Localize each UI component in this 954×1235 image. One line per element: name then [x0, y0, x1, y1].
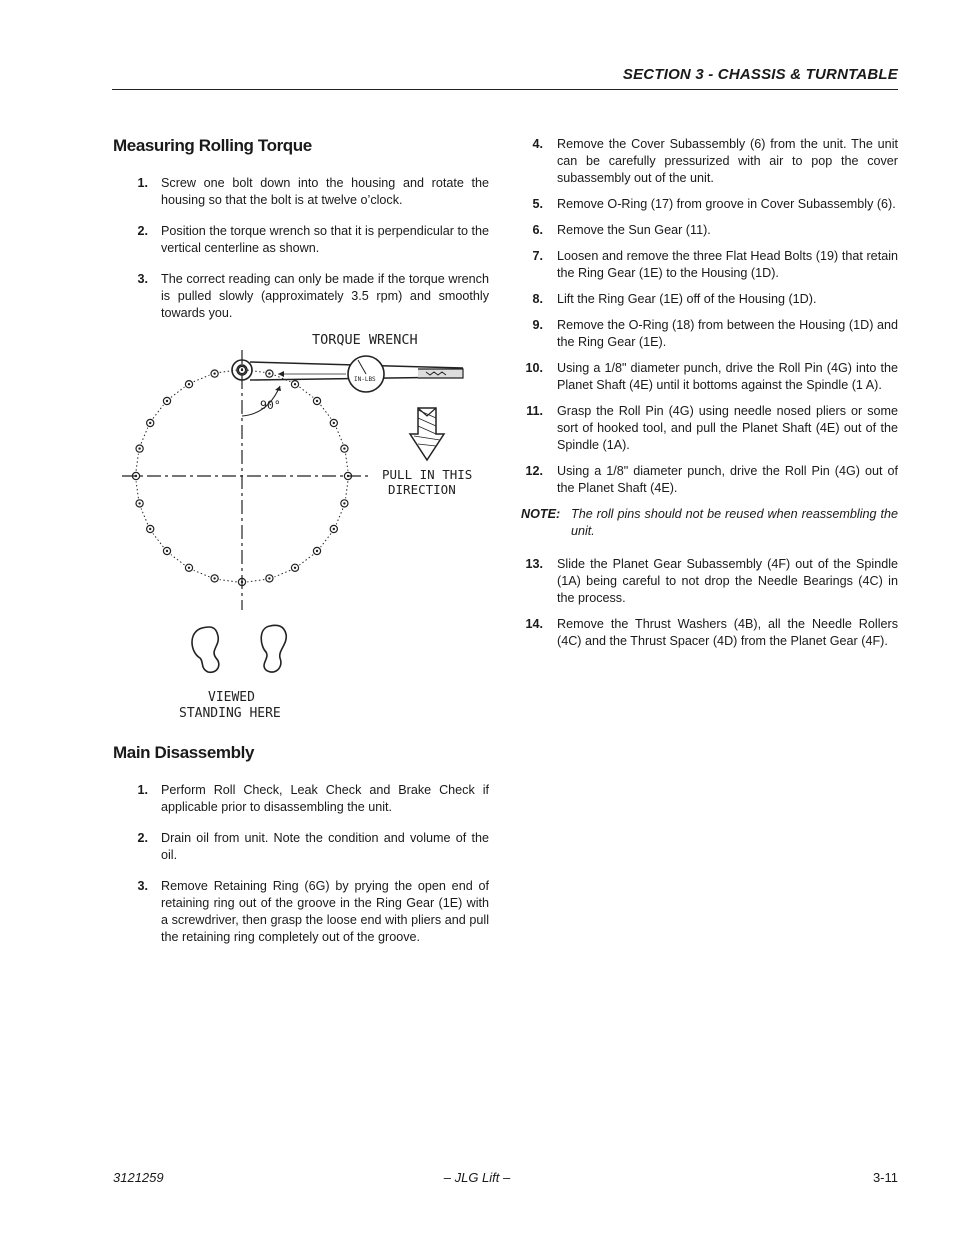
list-item: [113, 223, 489, 257]
step-text: Remove the Sun Gear (11).: [557, 223, 711, 237]
bolt-hole-center: [188, 567, 190, 569]
bolt-circle-segment: [136, 454, 138, 471]
doc-number: 3121259: [113, 1170, 164, 1185]
footprints-icon: [192, 625, 286, 672]
step-text: Loosen and remove the three Flat Head Bolts (19) that retain the Ring Gear (1E) to the Housing (1D).: [557, 249, 898, 280]
step-text: Screw one bolt down into the housing and rotate the housing so that the bolt is at twelve o’clock.: [161, 176, 489, 207]
page-number: 3-11: [872, 1170, 898, 1185]
bolt-circle-segment: [220, 370, 237, 372]
step-text: Grasp the Roll Pin (4G) using needle nosed pliers or some sort of hooked tool, and pull the Planet Shaft (4E) out of the Spindle (1A).: [557, 404, 898, 452]
step-text: Lift the Ring Gear (1E) off of the Housing (1D).: [557, 292, 817, 306]
bolt-hole-center: [333, 422, 335, 424]
step-text: Remove Retaining Ring (6G) by prying the open end of retaining ring out of the groove in the Ring Gear (1E) with a screwdriver, then grasp the loose end with pliers and pull the retaining ring completely out of the groove.: [161, 879, 489, 944]
list-item: [521, 291, 898, 308]
bolt-hole-center: [149, 422, 151, 424]
step-number: 8.: [532, 292, 543, 306]
torque-wrench-label: TORQUE WRENCH: [312, 332, 418, 348]
step-text: Remove the Thrust Washers (4B), all the Needle Rollers (4C) and the Thrust Spacer (4D) from the Planet Gear (4F).: [557, 617, 898, 648]
step-text: Remove the Cover Subassembly (6) from the unit. The unit can be carefully pressurized with air to pop the cover subassembly out of the unit.: [557, 137, 898, 185]
step-number: 1.: [137, 783, 148, 797]
bolt-circle-segment: [346, 454, 348, 471]
bolt-hole-center: [333, 528, 335, 530]
heading-measuring-rolling-torque: Measuring Rolling Torque: [113, 136, 312, 155]
bolt-hole-center: [149, 528, 151, 530]
bolt-hole-center: [268, 577, 270, 579]
step-number: 4.: [532, 137, 543, 151]
list-item: [113, 830, 489, 864]
bolt-circle-segment: [153, 405, 163, 419]
bolt-circle-segment: [321, 405, 331, 419]
bolt-circle-segment: [171, 555, 185, 565]
step-number: 5.: [532, 197, 543, 211]
step-text: Perform Roll Check, Leak Check and Brake Check if applicable prior to disassembling the unit.: [161, 783, 489, 814]
main-disassembly-section: [113, 743, 489, 960]
list-item: [521, 196, 898, 213]
list-item: [113, 271, 489, 322]
bolt-hole-center: [213, 577, 215, 579]
footer-brand: – JLG Lift –: [443, 1170, 511, 1185]
bolt-circle-segment: [300, 387, 314, 397]
rolling-torque-steps: [113, 175, 489, 322]
bolt-circle-segment: [336, 428, 343, 444]
step-text: Drain oil from unit. Note the condition and volume of the oil.: [161, 831, 489, 862]
step-number: 7.: [532, 249, 543, 263]
pull-direction-arrow-icon: [410, 408, 444, 460]
step-number: 3.: [137, 272, 148, 286]
step-number: 10.: [525, 361, 543, 375]
step-text: Remove O-Ring (17) from groove in Cover Subassembly (6).: [557, 197, 896, 211]
pull-direction-label-line2: DIRECTION: [388, 482, 456, 497]
bolt-circle-segment: [275, 570, 291, 577]
list-item: [113, 878, 489, 946]
list-item: [521, 463, 898, 497]
step-number: 1.: [137, 176, 148, 190]
disassembly-steps-continued: [521, 136, 898, 497]
list-item: [113, 175, 489, 209]
list-item: [521, 403, 898, 454]
bolt-circle-segment: [153, 534, 163, 548]
note-label: NOTE:: [521, 507, 561, 521]
torque-wrench-figure: [118, 328, 480, 724]
list-item: [521, 556, 898, 607]
bolt-hole-center: [294, 383, 296, 385]
bolt-hole-center: [316, 400, 318, 402]
bolt-hole-center: [316, 550, 318, 552]
bolt-circle-segment: [194, 375, 210, 382]
list-item: [521, 360, 898, 394]
heading-main-disassembly: Main Disassembly: [113, 743, 254, 762]
bolt-hole-center: [188, 383, 190, 385]
bolt-circle-segment: [247, 580, 264, 582]
list-item: [521, 616, 898, 650]
step-text: The correct reading can only be made if the torque wrench is pulled slowly (approximately 3.5 rpm) and smoothly towards you.: [161, 272, 489, 320]
bolt-hole-center: [166, 400, 168, 402]
left-column: [113, 136, 489, 336]
section-title: SECTION 3 - CHASSIS & TURNTABLE: [622, 66, 898, 83]
bolt-hole-center: [268, 372, 270, 374]
bolt-circle-segment: [171, 387, 185, 397]
list-item: [521, 222, 898, 239]
step-number: 9.: [532, 318, 543, 332]
bolt-hole-center: [166, 550, 168, 552]
viewed-label-line1: VIEWED: [208, 690, 255, 705]
bolt-circle-segment: [220, 580, 237, 582]
list-item: [521, 248, 898, 282]
step-text: Position the torque wrench so that it is perpendicular to the vertical centerline as shown.: [161, 224, 489, 255]
bolt-circle-segment: [336, 509, 343, 525]
bolt-circle-segment: [136, 481, 138, 498]
step-text: Remove the O-Ring (18) from between the Housing (1D) and the Ring Gear (1E).: [557, 318, 898, 349]
list-item: [113, 782, 489, 816]
step-number: 2.: [137, 224, 148, 238]
step-number: 14.: [525, 617, 543, 631]
step-text: Slide the Planet Gear Subassembly (4F) out of the Spindle (1A) being careful to not drop the Needle Bearings (4C) in the process.: [557, 557, 898, 605]
bolt-circle-segment: [321, 534, 331, 548]
bolt-circle-segment: [346, 481, 348, 498]
viewed-label-line2: STANDING HERE: [179, 706, 281, 721]
step-text: Using a 1/8" diameter punch, drive the Roll Pin (4G) out of the Planet Shaft (4E).: [557, 464, 898, 495]
bolt-hole-center: [138, 447, 140, 449]
disassembly-steps-final: [521, 556, 898, 650]
step-number: 2.: [137, 831, 148, 845]
gauge-label: IN-LBS: [354, 376, 376, 383]
bolt-hole-center: [294, 567, 296, 569]
step-number: 3.: [137, 879, 148, 893]
right-column: [521, 136, 898, 659]
step-text: Using a 1/8" diameter punch, drive the Roll Pin (4G) into the Planet Shaft (4E) until it bottoms against the Spindle (1 A).: [557, 361, 898, 392]
bolt-hole-center: [343, 447, 345, 449]
step-number: 13.: [525, 557, 543, 571]
bolt-hole-center: [138, 502, 140, 504]
bolt-circle-segment: [247, 370, 264, 372]
bolt-hole-center: [343, 502, 345, 504]
note-text: The roll pins should not be reused when reassembling the unit.: [571, 507, 898, 538]
step-number: 6.: [532, 223, 543, 237]
list-item: [521, 136, 898, 187]
step-number: 11.: [526, 404, 543, 418]
bolt-circle-segment: [141, 428, 148, 444]
header-divider: [112, 89, 898, 90]
pull-direction-label-line1: PULL IN THIS: [382, 467, 473, 482]
main-disassembly-steps: [113, 782, 489, 946]
note-block: [521, 506, 898, 540]
bolt-hole-center: [213, 372, 215, 374]
bolt-circle-segment: [194, 570, 210, 577]
bolt-circle-segment: [141, 509, 148, 525]
torque-diagram: [118, 328, 480, 724]
bolt-circle-segment: [300, 555, 314, 565]
list-item: [521, 317, 898, 351]
step-number: 12.: [525, 464, 543, 478]
angle-label: 90°: [260, 398, 281, 412]
